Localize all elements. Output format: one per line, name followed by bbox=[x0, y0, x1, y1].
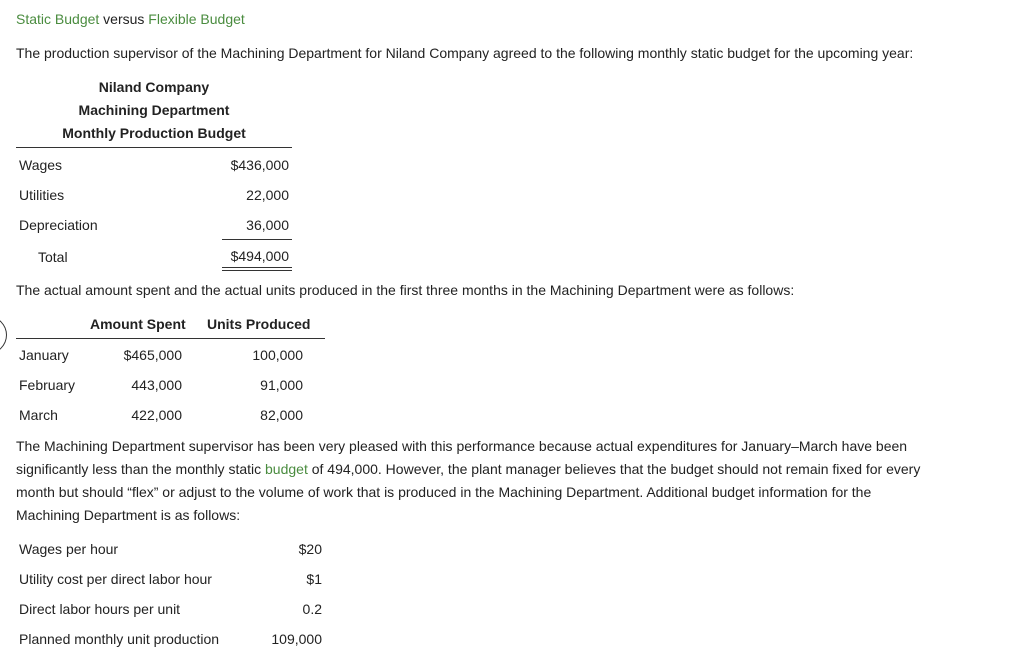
budget-report-title: Monthly Production Budget bbox=[62, 125, 246, 141]
title-static-budget: Static Budget bbox=[16, 11, 100, 27]
bracket-mark bbox=[0, 316, 7, 354]
budget-row-value: 22,000 bbox=[246, 187, 289, 203]
budget-total-value: $494,000 bbox=[230, 248, 289, 264]
header-amount-spent: Amount Spent bbox=[90, 316, 186, 332]
page-title bbox=[16, 11, 245, 27]
actual-spent: $465,000 bbox=[123, 347, 182, 363]
budget-link[interactable]: budget bbox=[265, 461, 308, 477]
budget-header-rule bbox=[16, 147, 292, 148]
paragraph-line-4: Machining Department is as follows: bbox=[16, 507, 241, 523]
intro-text: The production supervisor of the Machining Department for Niland Company agreed to the following monthly static budget for the upcoming year: bbox=[16, 45, 914, 61]
actual-month: January bbox=[19, 347, 69, 363]
actual-header-rule bbox=[16, 338, 325, 339]
actual-spent: 443,000 bbox=[131, 377, 182, 393]
additional-value: $20 bbox=[298, 541, 322, 557]
total-rule bbox=[222, 239, 292, 240]
actual-intro-text: The actual amount spent and the actual units produced in the first three months in the Machining Department were as follows: bbox=[16, 282, 795, 298]
actual-units: 82,000 bbox=[260, 407, 303, 423]
actual-units: 91,000 bbox=[260, 377, 303, 393]
budget-department: Machining Department bbox=[78, 102, 230, 118]
budget-row-value: 36,000 bbox=[246, 217, 289, 233]
budget-row-value: $436,000 bbox=[230, 157, 289, 173]
actual-month: February bbox=[19, 377, 76, 393]
additional-label: Direct labor hours per unit bbox=[19, 601, 181, 617]
budget-row-label: Utilities bbox=[19, 187, 65, 203]
paragraph-line-2-start: significantly less than the monthly static bbox=[16, 461, 266, 477]
budget-row-label: Depreciation bbox=[19, 217, 98, 233]
actual-spent: 422,000 bbox=[131, 407, 182, 423]
budget-company: Niland Company bbox=[98, 79, 210, 95]
title-versus: versus bbox=[99, 11, 149, 27]
paragraph-line-2-end: of 494,000. However, the plant manager believes that the budget should not remain fixed for every bbox=[307, 461, 921, 477]
budget-row-label: Wages bbox=[19, 157, 63, 173]
title-flexible-budget: Flexible Budget bbox=[148, 11, 245, 27]
budget-total-label: Total bbox=[38, 249, 68, 265]
actual-units: 100,000 bbox=[252, 347, 303, 363]
additional-label: Planned monthly unit production bbox=[19, 631, 220, 647]
paragraph-line-2 bbox=[16, 458, 920, 481]
paragraph-line-1: The Machining Department supervisor has been very pleased with this performance because actual expenditures for January–March have been bbox=[16, 438, 908, 454]
additional-label: Wages per hour bbox=[19, 541, 119, 557]
total-double-rule-top bbox=[222, 267, 292, 268]
additional-value: 109,000 bbox=[271, 631, 322, 647]
actual-month: March bbox=[19, 407, 58, 423]
additional-label: Utility cost per direct labor hour bbox=[19, 571, 212, 587]
total-double-rule-bottom bbox=[222, 270, 292, 271]
header-units-produced: Units Produced bbox=[207, 316, 311, 332]
additional-value: $1 bbox=[306, 571, 322, 587]
paragraph-line-3: month but should “flex” or adjust to the volume of work that is produced in the Machining Department. Additional budget information for the bbox=[16, 484, 872, 500]
additional-value: 0.2 bbox=[302, 601, 322, 617]
